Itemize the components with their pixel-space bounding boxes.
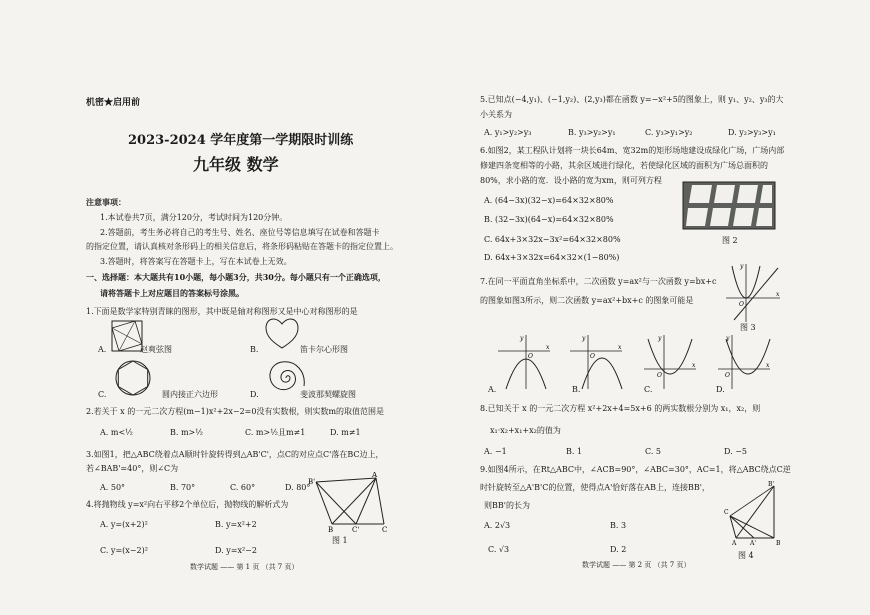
question-9c: 则BB'的长为: [484, 501, 530, 510]
q6-option-a: A. (64−3x)(32−x)=64×32×80%: [484, 196, 614, 205]
fig1-point-c: C: [382, 526, 388, 532]
figure-2: [682, 181, 776, 231]
section-1-sub: 请将答题卡上对应题目的答案标号涂黑。: [100, 288, 244, 298]
q4-option-c: C. y=(x−2)²: [100, 546, 148, 555]
question-7: 7.在同一平面直角坐标系中，二次函数 y=ax²与一次函数 y=bx+c: [480, 277, 717, 286]
svg-text:x: x: [766, 362, 770, 369]
fig4-point-ap: A': [750, 540, 756, 546]
left-page-footer: 数学试题 —— 第 1 页 （共 7 页）: [190, 563, 299, 571]
q5-option-b: B. y₃>y₂>y₁: [568, 128, 616, 137]
question-9b: 时针旋转至△A'B'C的位置，使得点A'恰好落在AB上，连接BB'，: [480, 483, 710, 492]
q1-option-a: A.: [98, 345, 107, 354]
secret-label: 机密★启用前: [86, 98, 141, 108]
svg-text:y: y: [582, 335, 586, 342]
question-7b: 的图象如图3所示，则二次函数 y=ax²+bx+c 的图象可能是: [480, 296, 694, 305]
q1-caption-a: 赵爽弦图: [140, 345, 172, 354]
q7-graph-c: [642, 333, 698, 391]
question-2: 2.若关于 x 的一元二次方程(m−1)x²+2x−2=0没有实数根，则实数m的取值范围是: [86, 407, 385, 416]
question-8: 8.已知关于 x 的一元二次方程 x²+2x+4=5x+6 的两实数根分别为 x₁，x₂，则: [480, 404, 761, 413]
q1-option-d: D.: [250, 390, 259, 399]
note-2: 2.答题前，考生务必将自己的考生号、姓名、座位号等信息填写在试卷和答题卡: [100, 228, 380, 237]
q2-option-c: C. m>½且m≠1: [245, 428, 306, 437]
question-6b: 修建四条宽相等的小路，其余区域进行绿化，若使绿化区域的面积为广场总面积的: [480, 161, 768, 170]
hexagon-figure: [113, 358, 153, 398]
fig1-point-bp: B': [308, 478, 316, 486]
figure-4: [722, 480, 784, 546]
exam-title: 2023-2024 学年度第一学期限时训练: [128, 133, 354, 148]
svg-text:x: x: [618, 344, 622, 351]
q8-option-d: D. −5: [724, 447, 748, 456]
question-5: 5.已知点(−4,y₁)、(−1,y₂)、(2,y₃)都在函数 y=−x²+5的图象上，则 y₁、y₂、y₃的大: [480, 95, 784, 104]
q5-option-c: C. y₃>y₁>y₂: [645, 128, 693, 137]
q1-caption-b: 笛卡尔心形图: [300, 345, 348, 354]
question-9: 9.如图4所示，在Rt△ABC中，∠ACB=90°，∠ABC=30°，AC=1，将△ABC绕点C逆: [480, 465, 791, 474]
q9-option-c: C. √3: [488, 545, 510, 554]
fig4-point-c: C: [724, 509, 729, 516]
q7-option-c: C.: [644, 385, 653, 394]
fig3-axis-x: x: [776, 291, 780, 298]
q5-option-d: D. y₂>y₃>y₁: [728, 128, 776, 137]
q2-option-a: A. m<½: [100, 428, 133, 437]
q7-option-a: A.: [488, 385, 497, 394]
q6-option-b: B. (32−3x)(64−x)=64×32×80%: [484, 215, 614, 224]
exam-subtitle: 九年级 数学: [193, 155, 279, 174]
svg-text:x: x: [546, 344, 550, 351]
q7-option-b: B.: [572, 385, 581, 394]
figure-2-label: 图 2: [722, 236, 738, 245]
q4-option-b: B. y=x²+2: [215, 520, 257, 529]
q3-option-a: A. 50°: [100, 483, 126, 492]
q3-option-d: D. 80°: [285, 483, 311, 492]
q8-option-b: B. 1: [566, 447, 583, 456]
notes-heading: 注意事项：: [86, 197, 126, 207]
q3-option-b: B. 70°: [170, 483, 196, 492]
question-5b: 小关系为: [480, 110, 512, 119]
section-1-heading: 一、选择题：本大题共有10小题，每小题3分，共30分。每小题只有一个正确选项，: [86, 272, 386, 282]
q7-graph-d: [716, 333, 772, 391]
q7-graph-a: [496, 333, 552, 391]
figure-4-label: 图 4: [738, 551, 754, 560]
fig1-point-a: A: [372, 472, 378, 479]
fig3-origin: O: [739, 301, 744, 308]
note-2b: 的指定位置，请认真核对条形码上的相关信息后，将条形码粘贴在答题卡的指定位置上。: [86, 242, 398, 251]
q1-option-b: B.: [250, 345, 259, 354]
q9-option-d: D. 2: [610, 545, 627, 554]
q2-option-b: B. m>½: [170, 428, 204, 437]
question-3: 3.如图1，把△ABC绕着点A顺时针旋转得到△AB'C'，点C的对应点C'落在BC边上，: [86, 450, 384, 459]
question-6: 6.如图2，某工程队计划将一块长64m、宽32m的矩形场地建设成绿化广场，广场内部: [480, 146, 785, 155]
figure-1-label: 图 1: [332, 536, 348, 545]
q1-caption-c: 圆内接正六边形: [162, 390, 218, 399]
fig3-axis-y: y: [740, 263, 744, 270]
svg-text:y: y: [726, 335, 730, 342]
q1-caption-d: 斐波那契螺旋图: [300, 390, 356, 399]
right-page-footer: 数学试题 —— 第 2 页 （共 7 页）: [582, 561, 691, 569]
svg-text:O: O: [528, 353, 533, 360]
fig4-point-b: B: [776, 540, 781, 546]
fig4-point-bp: B': [768, 481, 775, 488]
note-1: 1.本试卷共7页，满分120分，考试时间为120分钟。: [100, 213, 288, 222]
fig4-point-a: A: [732, 540, 737, 546]
q6-option-d: D. 64x+3×32x=64×32×(1−80%): [484, 253, 620, 262]
question-8b: x₁·x₂+x₁+x₂的值为: [490, 426, 561, 435]
q9-option-b: B. 3: [610, 521, 627, 530]
q7-option-d: D.: [716, 385, 725, 394]
q7-graph-b: [568, 333, 624, 391]
q4-option-a: A. y=(x+2)²: [100, 520, 148, 529]
figure-3-label: 图 3: [740, 323, 756, 332]
q9-option-a: A. 2√3: [484, 521, 511, 530]
svg-text:y: y: [520, 335, 524, 342]
q8-option-c: C. 5: [645, 447, 662, 456]
svg-text:O: O: [657, 372, 662, 379]
q2-option-d: D. m≠1: [330, 428, 361, 437]
fig1-point-cp: C': [352, 526, 360, 532]
q6-option-c: C. 64x+3×32x−3x²=64×32×80%: [484, 235, 621, 244]
cardioid-figure: [264, 316, 300, 350]
figure-3: [724, 262, 782, 324]
svg-text:x: x: [692, 362, 696, 369]
question-6c: 80%，求小路的宽．设小路的宽为xm，则可列方程: [480, 176, 662, 185]
svg-text:y: y: [658, 335, 662, 342]
q3-option-c: C. 60°: [230, 483, 256, 492]
question-1: 1.下面是数学家特别青睐的图形，其中既是轴对称图形又是中心对称图形的是: [86, 307, 358, 316]
q5-option-a: A. y₁>y₂>y₃: [484, 128, 532, 137]
question-4: 4.将抛物线 y=x²向右平移2个单位后，抛物线的解析式为: [86, 500, 289, 509]
figure-1: [308, 472, 388, 532]
q1-option-c: C.: [98, 390, 107, 399]
note-3: 3.答题时，将答案写在答题卡上，写在本试卷上无效。: [100, 257, 292, 266]
q8-option-a: A. −1: [484, 447, 507, 456]
fig1-point-b: B: [328, 526, 334, 532]
q4-option-d: D. y=x²−2: [215, 546, 257, 555]
svg-text:O: O: [725, 372, 730, 379]
question-3b: 若∠BAB'=40°，则∠C为: [86, 464, 179, 473]
svg-text:O: O: [590, 353, 595, 360]
